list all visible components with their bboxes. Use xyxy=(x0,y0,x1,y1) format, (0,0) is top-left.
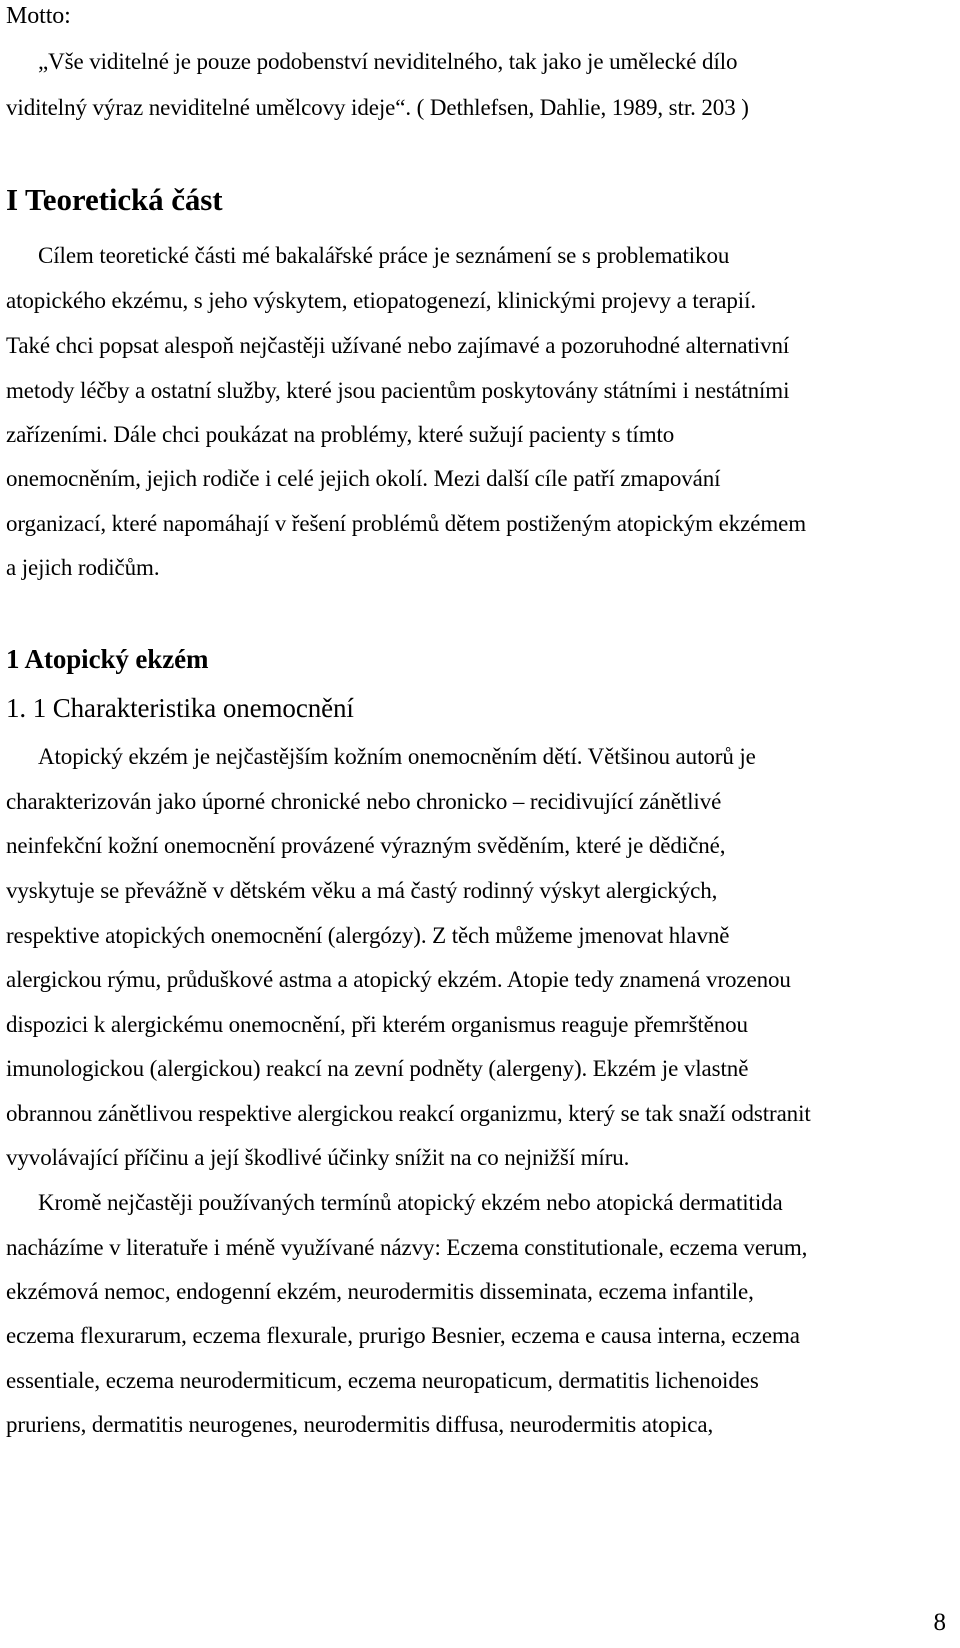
paragraph-line: Kromě nejčastěji používaných termínů atopický ekzém nebo atopická dermatitida xyxy=(38,1190,783,1215)
paragraph-line: ekzémová nemoc, endogenní ekzém, neurodermitis disseminata, eczema infantile, xyxy=(6,1279,754,1304)
section-title: I Teoretická část xyxy=(6,182,223,217)
paragraph-line: vyskytuje se převážně v dětském věku a má častý rodinný výskyt alergických, xyxy=(6,878,718,903)
paragraph-line: respektive atopických onemocnění (alergózy). Z těch můžeme jmenovat hlavně xyxy=(6,923,730,948)
paragraph-line: charakterizován jako úporné chronické nebo chronicko – recidivující zánětlivé xyxy=(6,789,722,814)
paragraph-line: obrannou zánětlivou respektive alergickou reakcí organizmu, který se tak snaží odstranit xyxy=(6,1101,811,1126)
motto-quote-line: viditelný výraz neviditelné umělcovy ideje“. ( Dethlefsen, Dahlie, 1989, str. 203 ) xyxy=(6,95,749,120)
paragraph-line: organizací, které napomáhají v řešení problémů dětem postiženým atopickým ekzémem xyxy=(6,511,807,536)
paragraph-line: onemocněním, jejich rodiče i celé jejich okolí. Mezi další cíle patří zmapování xyxy=(6,466,721,491)
paragraph-line: a jejich rodičům. xyxy=(6,555,160,580)
paragraph-line: metody léčby a ostatní služby, které jsou pacientům poskytovány státními i nestátními xyxy=(6,378,790,403)
paragraph-line: pruriens, dermatitis neurogenes, neurodermitis diffusa, neurodermitis atopica, xyxy=(6,1412,714,1437)
motto-label: Motto: xyxy=(6,3,71,29)
page-number: 8 xyxy=(933,1609,946,1636)
paragraph-line: vyvolávající příčinu a její škodlivé účinky snížit na co nejnižší míru. xyxy=(6,1145,630,1170)
paragraph-line: neinfekční kožní onemocnění provázené výrazným svěděním, které je dědičné, xyxy=(6,833,726,858)
paragraph-line: dispozici k alergickému onemocnění, při kterém organismus reaguje přemrštěnou xyxy=(6,1012,748,1037)
paragraph-line: alergickou rýmu, průduškové astma a atopický ekzém. Atopie tedy znamená vrozenou xyxy=(6,967,791,992)
paragraph-line: zařízeními. Dále chci poukázat na problémy, které sužují pacienty s tímto xyxy=(6,422,675,447)
paragraph-line: Také chci popsat alespoň nejčastěji užívané nebo zajímavé a pozoruhodné alternativní xyxy=(6,333,790,358)
paragraph-line: Cílem teoretické části mé bakalářské práce je seznámení se s problematikou xyxy=(38,243,730,268)
motto-quote-line: „Vše viditelné je pouze podobenství neviditelného, tak jako je umělecké dílo xyxy=(38,49,738,74)
paragraph-line: imunologickou (alergickou) reakcí na zevní podněty (alergeny). Ekzém je vlastně xyxy=(6,1056,749,1081)
paragraph-line: Atopický ekzém je nejčastějším kožním onemocněním dětí. Většinou autorů je xyxy=(38,744,756,769)
chapter-title: 1 Atopický ekzém xyxy=(6,644,209,674)
paragraph-line: essentiale, eczema neurodermiticum, eczema neuropaticum, dermatitis lichenoides xyxy=(6,1368,759,1393)
paragraph-line: eczema flexurarum, eczema flexurale, prurigo Besnier, eczema e causa interna, eczema xyxy=(6,1323,800,1348)
paragraph-line: nacházíme v literatuře i méně využívané názvy: Eczema constitutionale, eczema verum, xyxy=(6,1235,808,1260)
subsection-title: 1. 1 Charakteristika onemocnění xyxy=(6,693,354,723)
paragraph-line: atopického ekzému, s jeho výskytem, etiopatogenezí, klinickými projevy a terapií. xyxy=(6,288,757,313)
